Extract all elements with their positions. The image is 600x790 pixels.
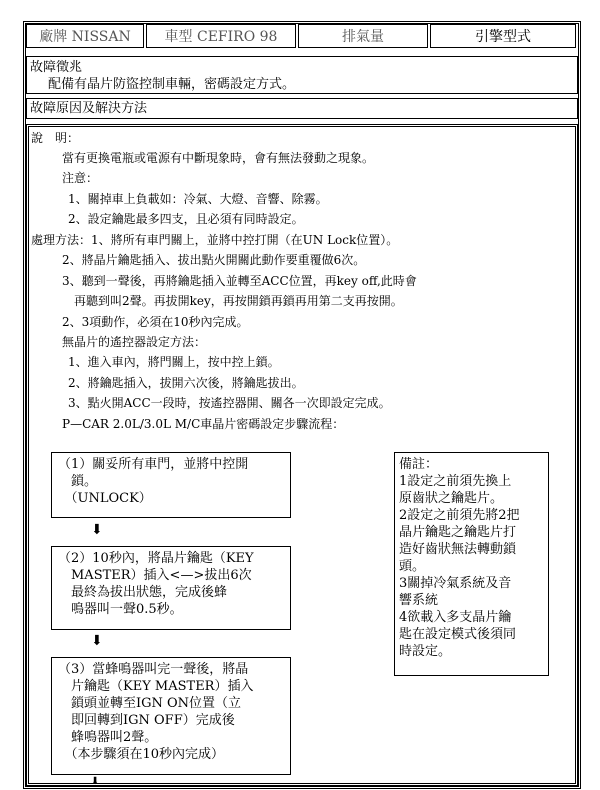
body-line: 2、將晶片鑰匙插入、拔出點火開關此動作要重覆做6次。 <box>62 253 366 267</box>
body-line: 2、3項動作，必須在10秒內完成。 <box>62 315 249 329</box>
body-line: 1、關掉車上負載如：冷氣、大燈、音響、除霧。 <box>68 192 328 206</box>
flow-step-3: （3）當蜂鳴器叫完一聲後，將晶 片鑰匙（KEY MASTER）插入 鎖頭並轉至IGN ON位置（立 即回轉到IGN OFF）完成後 蜂鳴器叫2聲。 （本步驟須在10秒內完成） <box>51 657 291 775</box>
exhaust-cell: 排氣量 <box>298 24 428 48</box>
body-line: 3、點火開ACC一段時，按遙控器開、關各一次即設定完成。 <box>68 396 391 410</box>
body-line: 無晶片的遙控器設定方法： <box>62 335 207 349</box>
arrow-down-icon: ⬇ <box>91 776 100 787</box>
arrow-down-icon: ⬇ <box>91 633 103 649</box>
cause-section <box>26 98 578 119</box>
symptom-title: 故障徵兆 <box>30 60 83 75</box>
flow-step-2: （2）10秒內，將晶片鑰匙（KEY MASTER）插入<—>拔出6次 最終為拔出狀態，完成後蜂 鳴器叫一聲0.5秒。 <box>51 546 291 630</box>
body-line: 處理方法：1、將所有車門關上，並將中控打開（在UN Lock位置）。 <box>31 233 399 247</box>
body-line: 再聽到叫2聲。再拔開key，再按開鎖再鎖再用第二支再按開。 <box>74 294 403 308</box>
body-line: 2、設定鑰匙最多四支，且必須有同時設定。 <box>68 212 304 226</box>
body-line: 當有更換電瓶或電源有中斷現象時，會有無法發動之現象。 <box>62 151 375 165</box>
body-line: P—CAR 2.0L/3.0L M/C車晶片密碼設定步驟流程： <box>62 417 345 431</box>
symptom-text: 配備有晶片防盜控制車輛，密碼設定方式。 <box>48 77 296 92</box>
brand-cell: 廠牌 NISSAN <box>26 24 144 48</box>
arrow-down-icon: ⬇ <box>91 522 103 538</box>
model-cell: 車型 CEFIRO 98 <box>146 24 296 48</box>
engine-cell: 引擎型式 <box>430 24 576 48</box>
notes-box: 備註： 1設定之前須先換上 原齒狀之鑰匙片。 2設定之前須先將2把 晶片鑰匙之鑰匙片打 造好齒狀無法轉動鎖 頭。 3關掉冷氣系統及音 響系統 4欲載入多支晶片鑰 匙在設定模式後須同 時設定。 <box>394 452 549 676</box>
body-line: 1、進入車內，將門關上，按中控上鎖。 <box>68 355 280 369</box>
cause-title: 故障原因及解決方法 <box>30 101 148 116</box>
flow-step-1: （1）關妥所有車門，並將中控開 鎖。 （UNLOCK） <box>51 452 291 518</box>
body-line: 3、聽到一聲後，再將鑰匙插入並轉至ACC位置，再key off,此時會 <box>62 274 417 288</box>
body-line: 說 明： <box>31 131 80 145</box>
body-line: 注意： <box>62 171 99 185</box>
symptom-section <box>26 56 578 94</box>
body-line: 2、將鑰匙插入，拔開六次後，將鑰匙拔出。 <box>68 376 304 390</box>
header-row <box>26 24 578 50</box>
